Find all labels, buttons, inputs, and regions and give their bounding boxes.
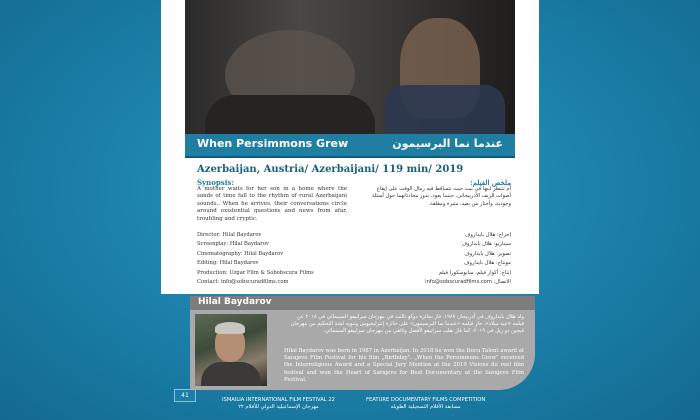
director-name: Hilal Baydarov [198,297,272,307]
credit-cinematography-ar: تصوير: هلال بايداروف [464,250,511,257]
credit-production: Production: Uzgar Film & Sobobscura Films [197,269,314,276]
page-number: 41 [174,389,196,402]
portrait-body [201,362,261,386]
credit-director-ar: إخراج: هلال بايداروف [465,232,511,238]
festival-name-ar: مهرجان الإسماعيلية الدولي للأفلام ٢٢ [238,403,319,410]
portrait-hair [215,322,245,334]
film-title-bar [185,134,515,158]
bio-header [190,296,535,310]
still-figure-man-shoulder [385,85,505,134]
synopsis-label: Synopsis: [197,178,234,187]
bio-text-ar: ولد هلال بايداروف في أذربيجان ١٩٨٧. فاز بجائزة دوكو تالنت في مهرجان سراييفو السينمائي في ٢٠١٨ عن فيلمه «عيد ميلاد»، حاز فيلمه «عندما نما البرسيمون» على جائزة إنترليجيوس وتنويه لجنة التحكيم من مهرجان فيجين دو ريل في ٢٠١٩، كما فاز بقلب سراييفو لأفضل وثائقي من مهرجان سراييفو السينمائي. [290,314,524,334]
credit-editing-ar: مونتاج: هلال بايداروف [463,260,511,267]
synopsis-text: A mother waits for her son in a home where the sands of time fall to the rhythm of rural Azerbaijani sounds.. When he arrives, their conversations circle around existential questions and news from afar, troubling and cryptic. [197,186,347,222]
credit-screenplay: Screenplay: Hilal Baydarov [197,241,269,248]
festival-name-block [222,397,335,410]
film-title-en: When Persimmons Grew [197,137,349,150]
film-title-ar: عندما نما البرسيمون [392,137,503,150]
credit-director: Director: Hilal Baydarov [197,232,262,238]
still-figure-woman-shoulder [205,95,375,134]
director-portrait [195,314,267,386]
competition-name-ar: مسابقة الأفلام التسجيلية الطويلة [390,403,461,410]
competition-name-block [366,397,485,410]
competition-name-en: FEATURE DOCUMENTARY FILMS COMPETITION [366,397,486,403]
bio-text-en: Hilal Baydarov was born in 1987 in Azerbaijan. In 2018 he won the Docu Talent award at Sarajevo Film Festival for his film „Birthday". „When the Persimmons Grew" received the Interreligious Award and a Special Jury Mention at the 2019 Visions du reel film festival and won the Heart of Sarajevo for Best Documentary at the Sarajevo Film Festival. [284,348,525,383]
film-meta: Azerbaijan, Austria/ Azerbaijani/ 119 min/ 2019 [197,164,464,175]
credit-contact: Contact: info@sobscuradfilms.com [197,279,289,286]
synopsis-text-ar: أم تنتظر ابنها في بيت حيث تتساقط فيه رمال الوقت على إيقاع أصوات الريف الأذربيجاني. حينما يعود، تدور محادثاتهما حول أسئلة وجودية، وأخبار من بعيد، مثيرة ومقلقة. [372,186,511,207]
credits-list-ar [425,231,511,287]
festival-name-en: ISMAILIA INTERNATIONAL FILM FESTIVAL 22 [222,397,335,403]
credit-cinematography: Cinematography: Hilal Baydarov [197,250,284,257]
credit-contact-ar: الاتصال: info@sobscuradfilms.com [425,279,511,286]
film-still-image [185,0,515,134]
credit-screenplay-ar: سيناريو: هلال بايداروف [461,241,511,248]
credits-list [197,231,314,287]
credit-production-ar: إنتاج: أكوار فيلم، سابوسكورا فيلم [438,269,511,276]
synopsis-label-ar: ملخص الفيلم: [470,178,511,187]
credit-editing: Editing: Hilal Baydarov [197,260,259,267]
